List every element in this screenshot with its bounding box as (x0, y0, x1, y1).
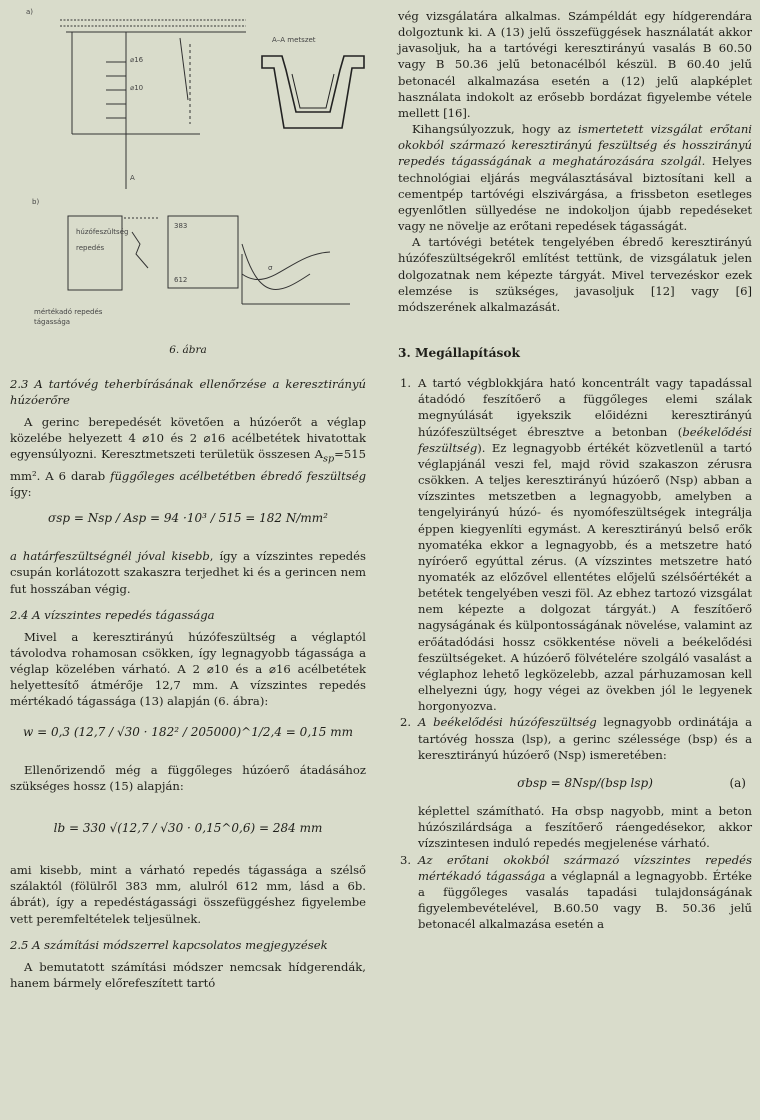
paragraph-r-2: Kihangsúlyozzuk, hogy az ismertetett vizsgálat erőtani okokból származó keresztirányú feszültség és hosszirányú repedés tágasságának a meghatározására szolgál. Helyes technológiai eljárás megválasztásával biztosítani kell a cementpép tartóvégi elszivárgása, a frissbeton esetleges egyenlőtlen süllyedése ne indokoljon újabb repedéseket vagy ne növelje az erőtani repedések tágasságát. (398, 122, 752, 234)
formula-sigma-sp: σsp = Nsp / Asp = 94 ·10³ / 515 = 182 N/mm² (48, 511, 328, 526)
svg-text:612: 612 (174, 276, 188, 284)
svg-text:⌀16: ⌀16 (130, 56, 144, 64)
svg-text:σ: σ (268, 264, 273, 272)
svg-text:⌀10: ⌀10 (130, 84, 144, 92)
paragraph-2-4-1: Mivel a keresztirányú húzófeszültség a véglaptól távolodva rohamosan csökken, így legnagyobb tágassága a véglap közelében várható. A 2 ⌀10 és a ⌀16 acélbetétek helyettesítő átmérője 12,7 mm. A vízszintes repedés mértékadó tágassága (13) alapján (6. ábra): (10, 629, 366, 709)
conclusion-item-2: 2. A beékelődési húzófeszültség legnagyobb ordinátája a tartóvég hossza (lsp), a gerinc szélessége (bsp) és a keresztirányú húzóerő (Nsp) ismeretében: σbsp = 8Nsp/(bsp lsp) (a) képlettel számítható. Ha σbsp nagyobb, mint a beton húzószilárdsága a feszítőerő ráengedésekor, akkor vízszintesen induló repedés megjelenése várható. (400, 715, 753, 851)
formula-anchorage-length: lb = 330 √(12,7 / √30 · 0,15^0,6) = 284 mm (53, 820, 323, 835)
conclusions-list (398, 375, 752, 932)
panel-b-label: b) (32, 198, 40, 206)
paragraph-2-4-3: ami kisebb, mint a várható repedés tágassága a szélső szálaktól (fölülről 383 mm, alulról 612 mm, lásd a 6b. ábrát), így a repedéstágassági összefüggéshez figyelembe vett peremfeltételek teljesülnek. (10, 863, 366, 926)
formula-crack-width: w = 0,3 (12,7 / √30 · 182² / 205000)^1/2,4 = 0,15 mm (23, 724, 353, 739)
heading-2-4: 2.4 A vízszintes repedés tágassága (10, 607, 215, 622)
section-label: A–A metszet (272, 36, 316, 44)
panel-a-label: a) (26, 8, 34, 16)
figure-6 (10, 4, 366, 357)
conclusion-item-3: 3. Az erőtani okokból származó vízszintes repedés mértékadó tágassága a véglapnál a legnagyobb. Értéke a függőleges vasalás tapadási tulajdonságának figyelembevételével, B.60.50 vagy B. 50.36 jelű betonacél alkalmazása esetén a (400, 852, 752, 932)
paragraph-r-1: vég vizsgálatára alkalmas. Számpéldát egy hídgerendára dolgoztunk ki. A (13) jelű összefüggések használatát akkor javasoljuk, ha a tartóvégi keresztirányú vasalás B 60.50 vagy B 50.36 jelű betonacélból készül. B 60.40 jelű betonacél alkalmazása esetén a (12) jelű alapképlet használata indokolt az erősebb bordázat figyelembe vétele mellett [16]. (398, 9, 752, 120)
heading-3: 3. Megállapítások (398, 345, 520, 360)
figure-caption: 6. ábra (169, 344, 207, 357)
conclusion-item-1: 1. A tartó végblokkjára ható koncentrált vagy tapadással átadódó feszítőerő a függőleges elemi szálak megnyúlását igyekszik előidézni keresztirányú húzófeszültséget ébresztve a betonban (beékelődési feszültség). Ez legnagyobb értékét közvetlenül a tartó véglapjánál veszi fel, majd rövid szakaszon zérusra csökken. A teljes keresztirányú húzóerő (Nsp) abban a vízszintes metszetben a legnagyobb, amelyben a tengelyirányú húzó- és nyomófeszültségek integrálja éppen kiegyenlíti egymást. A keresztirányú belső erők nyomatéka ekkor a legnagyobb, és a metszetre ható nyíróerő egyúttal zérus. (A vízszintes metszetre ható nyomaték az előzővel ellentétes előjelű szélsőértékét a betétek tengelyében veszi föl. Az ebhez tartozó vizsgálat nem képezte a dolgozat tárgyát.) A feszítőerő nagyságának és külpontosságának növelése, valamint az erőátadódási hossz csökkentése növeli a beékelődési feszültségeket. A húzóerő fölvételére szolgáló vasalást a véglaphoz lehető legközelebb, azzal párhuzamosan kell elhelyezni úgy, hogy végei az övekben jól le legyenek horgonyozva. (400, 376, 752, 714)
svg-text:tágassága: tágassága (34, 318, 71, 326)
heading-2-3: 2.3 A tartóvég teherbírásának ellenőrzése a keresztirányú húzóerőre (10, 377, 366, 407)
right-column (398, 0, 752, 932)
paragraph-2-3-1: A gerinc berepedését követően a húzóerőt a véglap közelébe helyezett 4 ⌀10 és 2 ⌀16 acélbetétek hivatottak egyensúlyozni. Keresztmetszeti területük összesen $A_{sp}=515$ mm². A 6 darab függőleges acélbetétben ébredő feszültség így: (10, 415, 366, 499)
heading-2-5: 2.5 A számítási módszerrel kapcsolatos megjegyzések (10, 937, 328, 952)
paragraph-2-5-1: A bemutatott számítási módszer nemcsak hídgerendák, hanem bármely előrefeszített tartó (10, 959, 366, 990)
paragraph-r-3: A tartóvégi betétek tengelyében ébredő keresztirányú húzófeszültségekről említést tettünk, de vizsgálatuk jelen dolgozatnak nem képezte tárgyát. Mivel tervezéskor ezek elemzése is szükséges, javasoljuk [12] vagy [6] módszerének alkalmazását. (398, 235, 752, 314)
svg-text:húzófeszültség: húzófeszültség (76, 228, 129, 236)
formula-a: σbsp = 8Nsp/(bsp lsp) (a) (517, 775, 746, 790)
figure-6-drawing (10, 4, 366, 338)
paragraph-2-4-2: Ellenőrizendő még a függőleges húzóerő átadásához szükséges hossz (15) alapján: (10, 762, 366, 793)
svg-text:A: A (130, 174, 135, 182)
svg-text:383: 383 (174, 222, 188, 230)
paragraph-2-3-2: a határfeszültségnél jóval kisebb, így a vízszintes repedés csupán korlátozott szakaszra terjedhet ki és a gerincen nem fut hosszában végig. (10, 549, 366, 596)
svg-text:repedés: repedés (76, 244, 105, 252)
svg-text:mértékadó repedés: mértékadó repedés (34, 308, 103, 316)
left-column (10, 0, 366, 991)
